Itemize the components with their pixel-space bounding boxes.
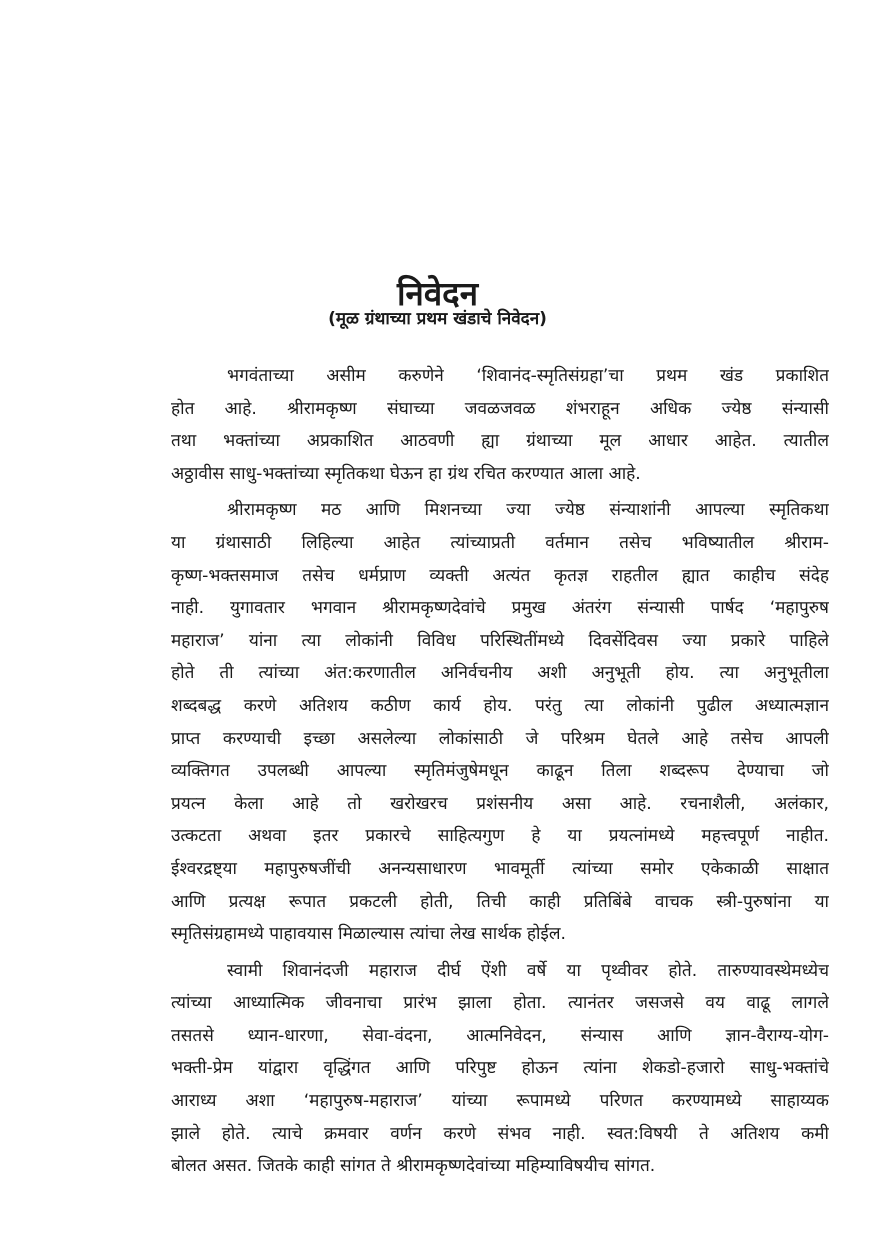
page-subtitle: (मूळ ग्रंथाच्या प्रथम खंडाचे निवेदन) [328, 309, 547, 329]
text-line: अठ्ठावीस साधु-भक्तांच्या स्मृतिकथा घेऊन हा ग्रंथ रचित करण्यात आला आहे. [171, 463, 641, 484]
text-line: श्रीरामकृष्ण मठ आणि मिशनच्या ज्या ज्येष्ठ संन्याशांनी आपल्या स्मृतिकथा [227, 500, 829, 521]
text-line: व्यक्तिगत उपलब्धी आपल्या स्मृतिमंजुषेमधून काढून तिला शब्दरूप देण्याचा जो [171, 761, 829, 782]
text-line: तथा भक्तांच्या अप्रकाशित आठवणी ह्या ग्रंथाच्या मूल आधार आहेत. त्यातील [171, 431, 829, 452]
text-line: ईश्वरद्रष्ट्या महापुरुषजींची अनन्यसाधारण भावमूर्ती त्यांच्या समोर एकेकाळी साक्षात [171, 858, 829, 879]
text-line: प्राप्त करण्याची इच्छा असलेल्या लोकांसाठी जे परिश्रम घेतले आहे तसेच आपली [171, 728, 829, 749]
paragraph [171, 494, 829, 950]
text-line: बोलत असत. जितके काही सांगत ते श्रीरामकृष्णदेवांच्या महिम्याविषयीच सांगत. [171, 1156, 656, 1177]
text-line: स्वामी शिवानंदजी महाराज दीर्घ ऐंशी वर्षे या पृथ्वीवर होते. तारुण्यावस्थेमध्येच [227, 960, 829, 981]
text-line: महाराज’ यांना त्या लोकांनी विविध परिस्थितींमध्ये दिवसेंदिवस ज्या प्रकारे पाहिले [171, 630, 829, 651]
text-line: तसतसे ध्यान-धारणा, सेवा-वंदना, आत्मनिवेदन, संन्यास आणि ज्ञान-वैराग्य-योग- [171, 1025, 829, 1046]
body-text [171, 360, 829, 1183]
text-line: आणि प्रत्यक्ष रूपात प्रकटली होती, तिची काही प्रतिबिंबे वाचक स्त्री-पुरुषांना या [171, 891, 829, 912]
text-line: स्मृतिसंग्रहामध्ये पाहावयास मिळाल्यास त्यांचा लेख सार्थक होईल. [171, 924, 566, 945]
text-line: होते ती त्यांच्या अंत:करणातील अनिर्वचनीय अशी अनुभूती होय. त्या अनुभूतीला [171, 663, 829, 684]
text-line: भक्ती-प्रेम यांद्वारा वृद्धिंगत आणि परिपुष्ट होऊन त्यांना शेकडो-हजारो साधु-भक्तांचे [171, 1058, 829, 1079]
text-line: कृष्ण-भक्तसमाज तसेच धर्मप्राण व्यक्ती अत्यंत कृतज्ञ राहतील ह्यात काहीच संदेह [171, 565, 829, 586]
text-line: होत आहे. श्रीरामकृष्ण संघाच्या जवळजवळ शंभराहून अधिक ज्येष्ठ संन्यासी [171, 398, 829, 419]
paragraph [171, 360, 829, 490]
page-title: निवेदन [396, 274, 479, 314]
text-line: झाले होते. त्याचे क्रमवार वर्णन करणे संभव नाही. स्वत:विषयी ते अतिशय कमी [171, 1123, 829, 1144]
text-line: त्यांच्या आध्यात्मिक जीवनाचा प्रारंभ झाला होता. त्यानंतर जसजसे वय वाढू लागले [171, 993, 829, 1014]
text-line: शब्दबद्ध करणे अतिशय कठीण कार्य होय. परंतु त्या लोकांनी पुढील अध्यात्मज्ञान [171, 695, 829, 716]
text-line: नाही. युगावतार भगवान श्रीरामकृष्णदेवांचे प्रमुख अंतरंग संन्यासी पार्षद ‘महापुरुष [171, 598, 829, 619]
text-line: प्रयत्न केला आहे तो खरोखरच प्रशंसनीय असा आहे. रचनाशैली, अलंकार, [171, 793, 829, 814]
text-line: या ग्रंथासाठी लिहिल्या आहेत त्यांच्याप्रती वर्तमान तसेच भविष्यातील श्रीराम- [171, 532, 829, 553]
text-line: भगवंताच्या असीम करुणेने ‘शिवानंद-स्मृतिसंग्रहा’चा प्रथम खंड प्रकाशित [227, 366, 829, 386]
text-line: उत्कटता अथवा इतर प्रकारचे साहित्यगुण हे या प्रयत्नांमध्ये महत्त्वपूर्ण नाहीत. [171, 826, 829, 847]
paragraph [171, 955, 829, 1183]
text-line: आराध्य अशा ‘महापुरुष-महाराज’ यांच्या रूपामध्ये परिणत करण्यामध्ये साहाय्यक [171, 1091, 829, 1112]
